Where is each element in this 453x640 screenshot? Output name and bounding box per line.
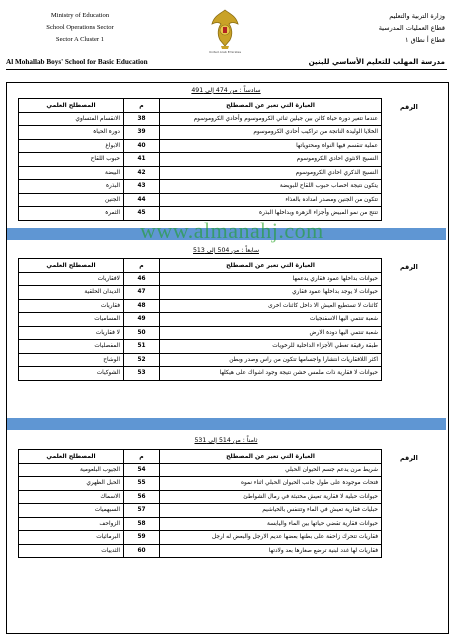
table-header-row — [19, 259, 382, 273]
term-cell: الشوكيات — [19, 367, 124, 381]
number-cell: 52 — [124, 353, 160, 367]
term-cell: دورة الحياة — [19, 126, 124, 140]
column-raqm: الرقم — [400, 454, 418, 462]
phrase-cell: حيوانات فقارية تقضي حياتها بين الماء واليابسة — [160, 517, 382, 531]
term-cell: الوشاح — [19, 353, 124, 367]
section-title: سابعاً : من 504 إلى 513 — [193, 247, 259, 254]
term-cell: لافقاريات — [19, 272, 124, 286]
number-cell: 54 — [124, 463, 160, 477]
number-cell: 56 — [124, 490, 160, 504]
cluster-line-ar: قطاع أ نطاق ١ — [405, 36, 445, 44]
number-cell: 48 — [124, 299, 160, 313]
column-m: م — [124, 450, 160, 464]
ministry-header-ar — [295, 10, 445, 46]
number-cell: 47 — [124, 286, 160, 300]
phrase-cell: تنتج من نمو المبيض وأجزاء الزهرة وبداخلها البذرة — [160, 207, 382, 221]
phrase-cell: شعبة تنتمي اليها دودة الارض — [160, 326, 382, 340]
phrase-cell: فقاريات تتحرك زاحفة على بطنها بعضها عديم الارجل والبعض له ارجل — [160, 531, 382, 545]
number-cell: 60 — [124, 544, 160, 558]
column-phrase: العبارة التي تعبر عن المصطلح — [160, 99, 382, 113]
school-name-ar: مدرسة المهلب للتعليم الأساسي للبنين — [308, 57, 445, 66]
phrase-cell: عندما تتغير دورة حياة كائن بين جيلين ثنائي الكروموسوم وأحادي الكروموسوم — [160, 112, 382, 126]
table-row — [19, 153, 382, 167]
term-cell: السبهميات — [19, 504, 124, 518]
term-cell: البرمائيات — [19, 531, 124, 545]
section-title: ثامناً : من 514 إلى 531 — [194, 437, 258, 444]
phrase-cell: شريط مرن يدعم جسم الحيوان الحبلي — [160, 463, 382, 477]
table-row — [19, 544, 382, 558]
phrase-cell: النسيج الذكري احادي الكروموسوم — [160, 166, 382, 180]
terms-table — [18, 449, 382, 558]
term-cell: الحبل الظهري — [19, 477, 124, 491]
number-cell: 53 — [124, 367, 160, 381]
term-cell: حبوب اللقاح — [19, 153, 124, 167]
term-cell: البذرة — [19, 180, 124, 194]
phrase-cell: حبليات فقارية تعيش في الماء وتتنفس بالخياشيم — [160, 504, 382, 518]
number-cell: 40 — [124, 139, 160, 153]
table-header-row — [19, 99, 382, 113]
table-row — [19, 193, 382, 207]
cluster-line: Sector A Cluster 1 — [55, 36, 105, 43]
watermark-text: www.almanahj.com — [140, 218, 324, 243]
sector-line: School Operations Sector — [46, 24, 114, 31]
column-term: المصطلح العلمي — [19, 259, 124, 273]
column-phrase: العبارة التي تعبر عن المصطلح — [160, 450, 382, 464]
table-row — [19, 180, 382, 194]
table-row — [19, 126, 382, 140]
sector-line-ar: قطاع العمليات المدرسية — [378, 24, 445, 32]
term-cell: الابواغ — [19, 139, 124, 153]
term-cell: فقاريات — [19, 299, 124, 313]
school-name-en: Al Mohallab Boys' School for Basic Education — [6, 58, 148, 66]
table-row — [19, 139, 382, 153]
phrase-cell: الخلايا الوليدة الناتجة من تراكيب أحادي الكروموسوم — [160, 126, 382, 140]
phrase-cell: طبقة رقيقة تغطي الأجزاء الداخلية للرخويات — [160, 340, 382, 354]
term-cell: الاسماك — [19, 490, 124, 504]
ministry-header-en — [10, 10, 150, 46]
table-row — [19, 490, 382, 504]
term-cell: البيضة — [19, 166, 124, 180]
phrase-cell: شعبة تنتمي اليها الاسفنجيات — [160, 313, 382, 327]
column-m: م — [124, 99, 160, 113]
table-header-row — [19, 450, 382, 464]
table-row — [19, 477, 382, 491]
header-divider — [6, 69, 447, 70]
phrase-cell: عملية تنقسم فيها النواة ومحتوياتها — [160, 139, 382, 153]
term-cell: لا فقاريات — [19, 326, 124, 340]
table-row — [19, 367, 382, 381]
phrase-cell: تتكون من الجنين ومصدر امداده بالغذاء — [160, 193, 382, 207]
number-cell: 59 — [124, 531, 160, 545]
phrase-cell: حيوانات لا فقارية ذات ملمس خشن نتيجة وجود اشواك على هيكلها — [160, 367, 382, 381]
number-cell: 41 — [124, 153, 160, 167]
number-cell: 44 — [124, 193, 160, 207]
phrase-cell: كائنات لا تستطيع العيش الا داخل كائنات اخرى — [160, 299, 382, 313]
phrase-cell: النسيج الانثوي احادي الكروموسوم — [160, 153, 382, 167]
number-cell: 45 — [124, 207, 160, 221]
number-cell: 46 — [124, 272, 160, 286]
number-cell: 50 — [124, 326, 160, 340]
terms-table — [18, 258, 382, 381]
table-row — [19, 463, 382, 477]
term-cell: المساميات — [19, 313, 124, 327]
term-cell: الديدان الحلقية — [19, 286, 124, 300]
term-cell: الجنين — [19, 193, 124, 207]
table-row — [19, 353, 382, 367]
column-m: م — [124, 259, 160, 273]
table-row — [19, 112, 382, 126]
column-raqm: الرقم — [400, 263, 418, 271]
number-cell: 55 — [124, 477, 160, 491]
table-row — [19, 340, 382, 354]
table-row — [19, 272, 382, 286]
table-row — [19, 326, 382, 340]
number-cell: 57 — [124, 504, 160, 518]
table-row — [19, 299, 382, 313]
term-cell: الزواحف — [19, 517, 124, 531]
phrase-cell: فقاريات لها غدد لبنية ترضع صغارها بعد ولادتها — [160, 544, 382, 558]
table-row — [19, 531, 382, 545]
phrase-cell: حيوانات لا يوجد بداخلها عمود فقاري — [160, 286, 382, 300]
terms-table — [18, 98, 382, 221]
number-cell: 51 — [124, 340, 160, 354]
term-cell: الثدييات — [19, 544, 124, 558]
number-cell: 39 — [124, 126, 160, 140]
term-cell: الثمرة — [19, 207, 124, 221]
table-row — [19, 517, 382, 531]
phrase-cell: فتحات موجودة على طول جانب الحيوان الحبلي اثناء نموه — [160, 477, 382, 491]
column-raqm: الرقم — [400, 103, 418, 111]
phrase-cell: حيوانات بداخلها عمود فقاري يدعمها — [160, 272, 382, 286]
table-row — [19, 286, 382, 300]
number-cell: 49 — [124, 313, 160, 327]
phrase-cell: اكثر اللافقاريات انتشارا واجسامها تتكون من راس وصدر وبطن — [160, 353, 382, 367]
phrase-cell: حيوانات حبلية لا فقارية تعيش مختبئة في رمال الشواطئ — [160, 490, 382, 504]
emblem-caption: United Arab Emirates — [208, 50, 242, 54]
column-term: المصطلح العلمي — [19, 450, 124, 464]
number-cell: 43 — [124, 180, 160, 194]
table-row — [19, 504, 382, 518]
table-row — [19, 313, 382, 327]
ministry-line-ar: وزارة التربية والتعليم — [389, 12, 445, 20]
term-cell: المفصليات — [19, 340, 124, 354]
column-phrase: العبارة التي تعبر عن المصطلح — [160, 259, 382, 273]
section-title: سادساً : من 474 إلى 491 — [191, 87, 261, 94]
column-term: المصطلح العلمي — [19, 99, 124, 113]
ministry-line: Ministry of Education — [50, 12, 110, 19]
phrase-cell: يتكون نتيجة اخصاب حبوب اللقاح للبويضة — [160, 180, 382, 194]
uae-emblem-icon — [208, 6, 242, 52]
term-cell: الجيوب البلعومية — [19, 463, 124, 477]
number-cell: 38 — [124, 112, 160, 126]
number-cell: 58 — [124, 517, 160, 531]
number-cell: 42 — [124, 166, 160, 180]
table-row — [19, 166, 382, 180]
term-cell: الانقسام المتساوي — [19, 112, 124, 126]
section-divider-band — [7, 418, 446, 430]
